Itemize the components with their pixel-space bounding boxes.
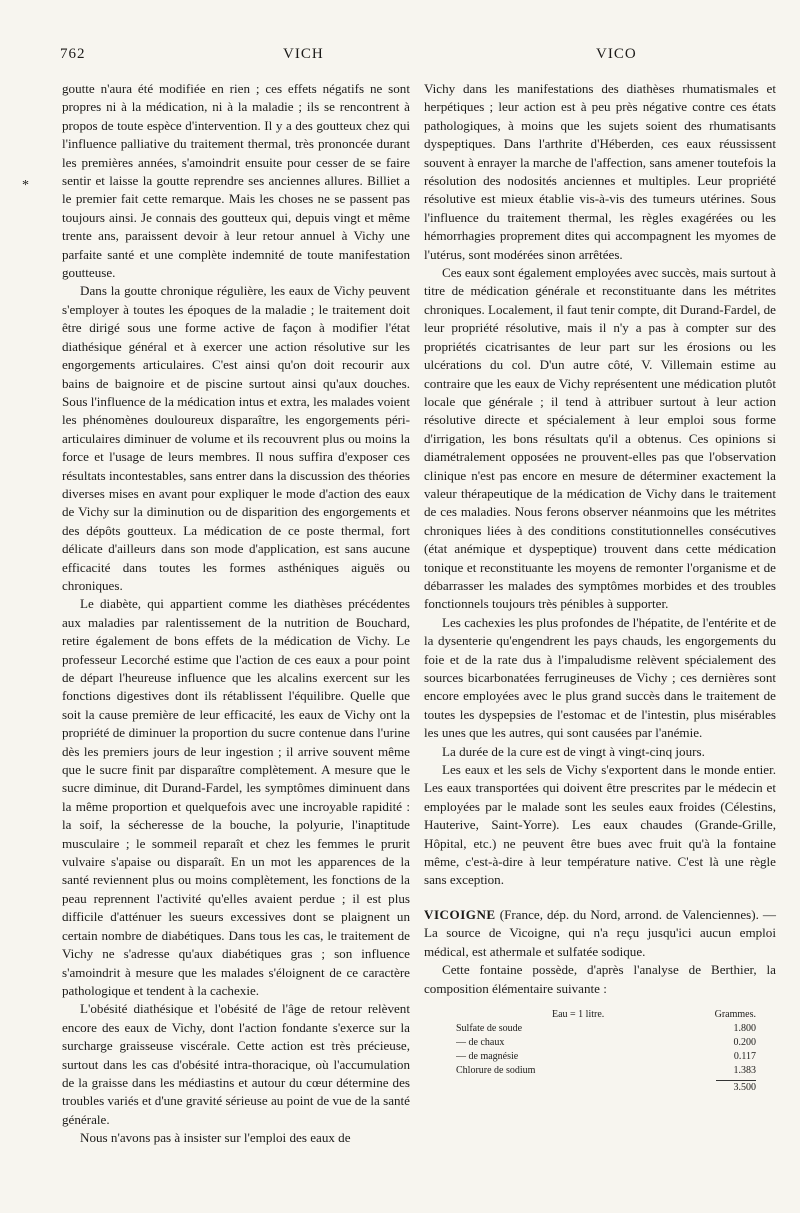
paragraph: Les cachexies les plus profondes de l'hépatite, de l'entérite et de la dysenterie qu'engendrent les pays chauds, les engorgements du foie et de la rate dus à l'impaludisme relèvent spécialement des sources bicarbonatées ferrugineuses de Vichy ; ces dernières sont encore employées avec le plus grand succès dans le traitement de toutes les dyspepsies de l'estomac et de l'intestin, plus misérables les unes que les autres, qui sont causées par l'anémie.: [424, 614, 776, 741]
table-cell-value: 1.800: [733, 1022, 756, 1034]
page-number: 762: [60, 46, 86, 62]
paragraph: Les eaux et les sels de Vichy s'exportent dans le monde entier. Les eaux transportées qui doivent être prescrites par le médecin et employées par le malade sont les seules eaux froides (Célestins, Hauterive, Saint-Yorre). Les eaux chaudes (Grande-Grille, Hôpital, etc.) ne peuvent être bues avec fruit qu'à la fontaine même, c'est-à-dire à leur température native. C'est là une règle sans exception.: [424, 762, 776, 888]
table-row: [456, 1064, 756, 1078]
table-row: [456, 1022, 756, 1036]
table-cell-value: 0.117: [733, 1050, 756, 1062]
right-column: [424, 80, 776, 1095]
page-header: [60, 46, 778, 68]
paragraph: L'obésité diathésique et l'obésité de l'âge de retour relèvent encore des eaux de Vichy, dont l'action fondante s'exerce sur la surcharge graisseuse viscérale. Cette action est très précieuse, surtout dans les cas d'obésité intra-thoracique, où l'accumulation de la graisse dans les médiastins et autour du cœur détermine des troubles variés et d'une gravité sérieuse au point de vue de la santé générale.: [62, 1001, 410, 1127]
table-cell-name: — de chaux: [456, 1036, 505, 1048]
paragraph: goutte n'aura été modifiée en rien ; ces effets négatifs ne sont propres ni à la médication, ni à la maladie ; ils se rencontrent à propos de toute espèce d'intervention. Il y a des goutteux chez qui l'influence palliative du traitement thermal, très prononcée durant les premières années, s'amoindrit ensuite pour cesser de se faire sentir et laisse la goutte reprendre ses anciennes allures. Billiet a le premier fait cette remarque. Mais les choses ne se passent pas toujours ainsi. Je connais des goutteux qui, depuis vingt et même trente ans, paraissent devoir à leur retour annuel à Vichy une parfaite santé et une complète indemnité de toute manifestation goutteuse.: [62, 81, 410, 281]
margin-asterisk: *: [22, 178, 29, 193]
paragraph: La durée de la cure est de vingt à vingt-cinq jours.: [442, 743, 705, 759]
table-cell-name: — de magnésie: [456, 1050, 519, 1062]
composition-table: [456, 1008, 756, 1095]
running-head-left: VICH: [283, 46, 324, 62]
running-head-right: VICO: [596, 46, 637, 62]
paragraph: Vichy dans les manifestations des diathèses rhumatismales et herpétiques ; leur action est à peu près négative contre ces états pathologiques, à moins que les sujets soient des rhumatisants dyspeptiques. Dans l'arthrite d'Héberden, ces eaux réussissent souvent à enrayer la marche de l'affection, sans amener toutefois la résolution des nodosités anciennes et multiples. Leur propriété résolutive est mieux établie vis-à-vis des tumeurs utérines. Sous l'influence du traitement thermal, les règles exagérées ou les hémorrhagies proprement dites qui accompagnent les myomes de l'utérus, sont modérées sinon arrêtées.: [424, 81, 776, 262]
left-column: [62, 80, 410, 1148]
entry-text: (France, dép. du Nord, arrond. de Valenciennes). — La source de Vicoigne, qui n'a reçu jusqu'ici aucun emploi médical, est athermale et sulfatée sodique.: [424, 906, 776, 959]
table-cell-name: Sulfate de soude: [456, 1022, 523, 1034]
table-cell-value: 1.383: [733, 1064, 756, 1076]
table-total: 3.500: [716, 1080, 756, 1095]
paragraph: Dans la goutte chronique régulière, les eaux de Vichy peuvent s'employer à toutes les époques de la maladie ; le traitement doit être dirigé sous une forme active de façon à modifier l'état diathésique général et à exercer une action résolutive sur les engorgements articulaires. C'est ainsi qu'on doit recourir aux bains de baignoire et de piscine surtout ainsi qu'aux douches. Sous l'influence de la médication intus et extra, les malades voient les phénomènes douloureux disparaître, les engorgements péri-articulaires diminuer de volume et ils recouvrent plus ou moins la force et l'usage de leurs membres. Il nous suffira d'exposer ces résultats incontestables, sans entrer dans la discussion des théories diverses mises en avant pour expliquer le mode d'action des eaux de Vichy sur la diminution ou de disparition des engorgements et des dépôts goutteux. La médication de ce poste thermal, fort délicate d'ailleurs dans son mode d'application, est sans aucune efficacité dans toutes les formes asthéniques aiguës ou chroniques.: [62, 283, 410, 593]
paragraph: Cette fontaine possède, d'après l'analyse de Berthier, la composition élémentaire suivante :: [424, 962, 776, 996]
table-row: [456, 1036, 756, 1050]
table-caption: Eau = 1 litre.: [552, 1008, 605, 1020]
dictionary-entry: [424, 906, 776, 961]
paragraph: Le diabète, qui appartient comme les diathèses précédentes aux maladies par ralentissement de la nutrition de Bouchard, retire également de bons effets de la médication de Vichy. Le professeur Lecorché estime que l'action de ces eaux a pour point de départ l'heureuse influence que les alcalins exercent sur les fonctions digestives dont ils rétablissent l'équilibre. Quelle que soit la cause première de leur efficacité, les eaux de Vichy ont la propriété de diminuer la proportion du sucre contenue dans l'urine dès les premiers jours de leur ingestion ; il arrive souvent même que le sucre finit par disparaître complètement. A mesure que le sucre diminue, dit Durand-Fardel, les symptômes diminuent dans la même proportion et quelquefois avec une incroyable rapidité : la soif, la sécheresse de la bouche, la polyurie, l'inaptitude musculaire ; le sommeil reparaît et chez les femmes le prurit vulvaire s'apaise ou disparaît. En un mot les apparences de la santé reviennent plus ou moins complètement, les fonctions de la peau reprennent l'activité qu'elles avaient perdue ; il est plus difficile d'atténuer les sueurs excessives dont se plaignent un certain nombre de diabétiques. Dans tous les cas, le traitement de Vichy ne s'adresse qu'aux diabétiques gras ; son influence s'amoindrit à mesure que les malades s'éloignent de ce caractère pathologique et tendent à la cachexie.: [62, 596, 410, 998]
entry-headword: VICOIGNE: [424, 906, 496, 922]
table-unit: Grammes.: [714, 1008, 756, 1020]
paragraph: Nous n'avons pas à insister sur l'emploi des eaux de: [80, 1130, 351, 1146]
table-cell-value: 0.200: [733, 1036, 756, 1048]
table-cell-name: Chlorure de sodium: [456, 1064, 536, 1076]
paragraph: Ces eaux sont également employées avec succès, mais surtout à titre de médication générale et reconstituante dans les métrites chroniques. Localement, il faut tenir compte, dit Durand-Fardel, de leur propriété résolutive, mais il n'y a pas à compter sur des propriétés cicatrisantes de leur part sur les érosions ou les ulcérations du col. D'un autre côté, V. Villemain estime au contraire que les eaux de Vichy représentent une médication plutôt locale que générale ; il tend à attribuer surtout à leur action résolutive directe et spécialement à leur emploi sous forme d'irrigation, les bons résultats qu'il a obtenus. Ces opinions si diamétralement opposées ne prouvent-elles pas que l'observation clinique n'est pas encore en mesure de déterminer exactement la valeur thérapeutique de la médication de Vichy dans le traitement de ces maladies. Nous ferons observer néanmoins que les métrites chroniques liées à des conditions constitutionnelles consécutives (état anémique et dyspeptique) trouvent dans cette médication tonique et reconstituante les moyens de remonter l'organisme et de débarrasser les malades des symptômes morbides et des troubles fonctionnels toujours très pénibles à supporter.: [424, 265, 776, 612]
table-row: [456, 1050, 756, 1064]
